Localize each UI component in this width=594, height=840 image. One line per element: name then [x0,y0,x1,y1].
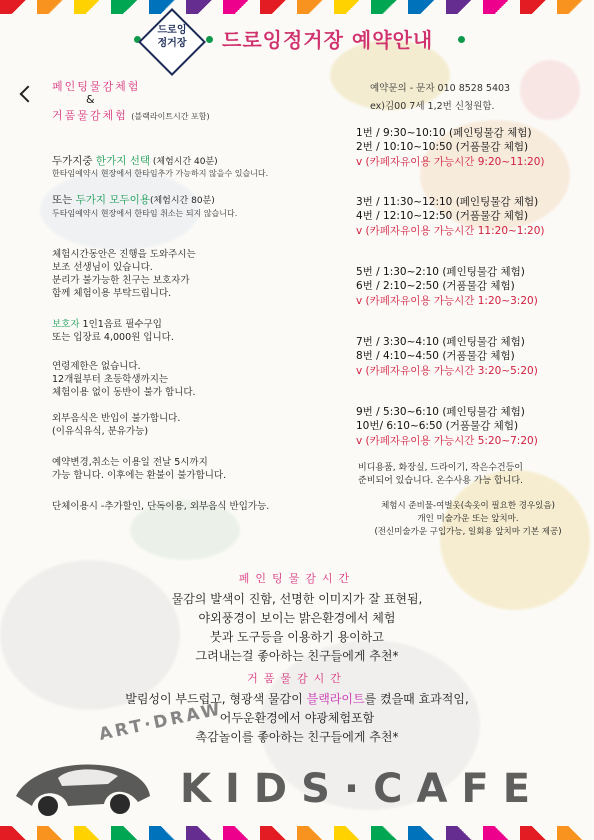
painting-section-title: 페인팅물감시간 [238,572,356,585]
amenities: 비디용품, 화장실, 드라이기, 작은수건등이 준비되어 있습니다. 온수사용 가능 합니다. [358,463,523,486]
bubble-section-title: 거품물감시간 [247,672,347,685]
logo-text: 드로잉 정거장 [157,25,187,49]
schedule-group-3: 5번 / 1:30~2:10 (페인팅물감 체험) 6번 / 2:10~2:50 (거품물감 체험) v (카페자유이용 가능시간 1:20~3:20) [356,266,538,307]
notes-cancel: 예약변경,취소는 이용일 전날 5시까지 가능 합니다. 이후에는 환불이 불가합니다. [52,457,227,481]
bubble-description: 발림성이 부드럽고, 형광색 물감이 블랙라이트를 켰을때 효과적임, 어두운환경에서 야광체험포함 촉감놀이를 좋아하는 친구들에게 추천* [125,692,469,744]
program-bubble-line: 거품물감체험 (블랙라이트시간 포함) [52,109,210,122]
option-one: 두가지중 한가지 선택 (체험시간 40분) [52,155,218,167]
notes-age: 연령제한은 없습니다. 12개월부터 초등학생까지는 체험이용 없이 동반이 불가 합니다. [52,361,196,398]
notes-assistant: 체험시간동안은 진행을 도와주시는 보조 선생님이 있습니다. 분리가 불가능한 친구는 보호자가 함께 체험이용 부탁드립니다. [52,249,196,299]
notes-food: 외부음식은 반입이 불가합니다. (이유식유식, 분유가능) [52,413,181,437]
program-amp: & [86,93,95,106]
option-one-note: 한타임예약시 현장에서 한타임추가 가능하지 않을수 있습니다. [52,169,269,178]
chevron-left-icon [20,86,37,103]
top-color-border [0,0,594,14]
kids-cafe-text: KIDS·CAFE [180,766,545,812]
schedule-group-4: 7번 / 3:30~4:10 (페인팅물감 체험) 8번 / 4:10~4:50 (거품물감 체험) v (카페자유이용 가능시간 3:20~5:20) [356,336,538,377]
notes-guardian: 보호자 1인1음료 필수구입 또는 입장료 4,000원 입니다. [52,319,174,343]
art-draw-text: ART·DRAW [97,699,225,745]
schedule-group-1: 1번 / 9:30~10:10 (페인팅물감 체험) 2번 / 10:10~10:50 (거품물감 체험) v (카페자유이용 가능시간 9:20~11:20) [356,127,545,168]
program-painting: 페인팅물감체험 [52,80,141,93]
contact-line1: 예약문의 - 문자 010 8528 5403 [370,83,511,94]
supplies: 체험시 준비물-여벌옷(속옷이 필요한 경우있음) 개인 미술가운 또는 앞치마. (전신미술가운 구입가능, 일회용 앞치마 기본 제공) [374,501,562,537]
car-drawing-icon [8,752,158,820]
title-banner [130,14,470,78]
green-dot-mid [206,36,213,43]
green-dot-right [458,36,465,43]
schedule-group-2: 3번 / 11:30~12:10 (페인팅물감 체험) 4번 / 12:10~12:50 (거품물감 체험) v (카페자유이용 가능시간 11:20~1:20) [356,196,545,237]
schedule-group-5: 9번 / 5:30~6:10 (페인팅물감 체험) 10번/ 6:10~6:50 (거품물감 체험) v (카페자유이용 가능시간 5:20~7:20) [356,406,538,447]
contact-line2: ex)김00 7세 1,2번 신청원함. [370,101,495,112]
painting-description: 물감의 발색이 진함, 선명한 이미지가 잘 표현됨, 야외풍경이 보이는 밝은환경에서 체험 붓과 도구등을 이용하기 용이하고 그려내는걸 좋아하는 친구들에게 추천* [171,592,423,663]
bottom-color-border [0,826,594,840]
option-two: 또는 두가지 모두이용(체험시간 80분) [52,194,215,206]
notes-group: 단체이용시 -추가할인, 단독이용, 외부음식 반입가능. [52,501,270,512]
page-title: 드로잉정거장 예약안내 [222,28,434,52]
option-two-note: 두타임예약시 현장에서 한타임 취소는 되지 않습니다. [52,209,238,218]
